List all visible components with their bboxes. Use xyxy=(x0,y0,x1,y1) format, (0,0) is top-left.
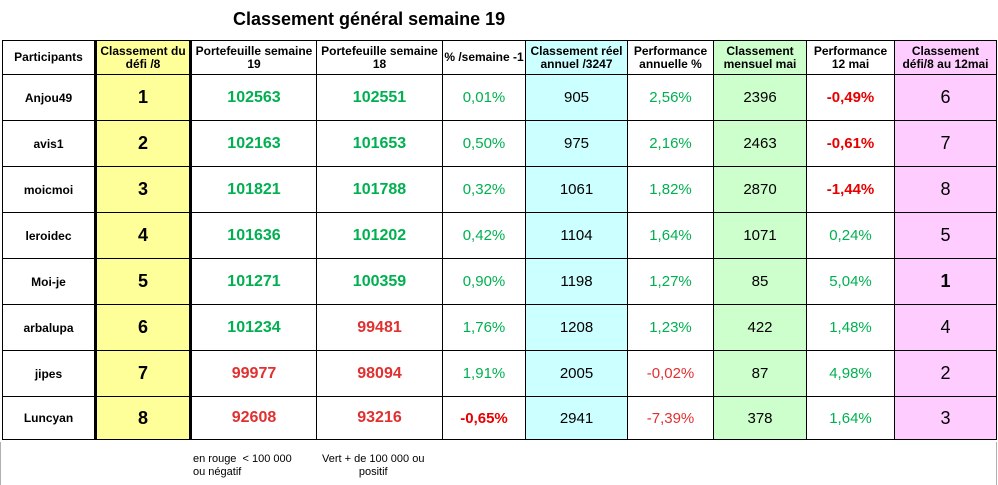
monthly-rank: 378 xyxy=(714,397,807,440)
challenge-rank: 1 xyxy=(96,75,191,121)
participant-name: avis1 xyxy=(3,121,96,167)
participant-name: Luncyan xyxy=(3,397,96,440)
legend-note-green-line2: positif xyxy=(358,466,388,478)
pct-week: 0,50% xyxy=(443,121,526,167)
perf-12may: -0,61% xyxy=(807,121,895,167)
pct-week: 1,91% xyxy=(443,351,526,397)
header-portfolio-week18: Portefeuille semaine 18 xyxy=(317,41,443,75)
real-rank: 1198 xyxy=(526,259,628,305)
real-rank: 905 xyxy=(526,75,628,121)
challenge-rank: 4 xyxy=(96,213,191,259)
real-rank: 2941 xyxy=(526,397,628,440)
real-rank: 1208 xyxy=(526,305,628,351)
monthly-rank: 1071 xyxy=(714,213,807,259)
portfolio-week18: 101653 xyxy=(317,121,443,167)
legend-note-red-line2: ou négatif xyxy=(193,466,242,478)
challenge-rank: 7 xyxy=(96,351,191,397)
annual-perf: 2,56% xyxy=(628,75,714,121)
challenge-rank: 2 xyxy=(96,121,191,167)
participant-name: moicmoi xyxy=(3,167,96,213)
challenge-rank: 5 xyxy=(96,259,191,305)
perf-12may: -0,49% xyxy=(807,75,895,121)
legend-note-green xyxy=(322,453,424,479)
monthly-rank: 422 xyxy=(714,305,807,351)
rank-12may: 2 xyxy=(895,351,997,397)
table-row xyxy=(3,305,997,351)
portfolio-week18: 93216 xyxy=(317,397,443,440)
perf-12may: 1,48% xyxy=(807,305,895,351)
portfolio-week18: 101788 xyxy=(317,167,443,213)
header-rank-12may: Classement défi/8 au 12mai xyxy=(895,41,997,75)
portfolio-week19: 102563 xyxy=(191,75,317,121)
portfolio-week19: 101636 xyxy=(191,213,317,259)
monthly-rank: 2396 xyxy=(714,75,807,121)
real-rank: 975 xyxy=(526,121,628,167)
table-row xyxy=(3,121,997,167)
header-monthly-rank: Classement mensuel mai xyxy=(714,41,807,75)
perf-12may: 5,04% xyxy=(807,259,895,305)
table-row xyxy=(3,167,997,213)
monthly-rank: 2463 xyxy=(714,121,807,167)
header-participants: Participants xyxy=(3,41,96,75)
header-portfolio-week19: Portefeuille semaine 19 xyxy=(191,41,317,75)
portfolio-week18: 99481 xyxy=(317,305,443,351)
participant-name: arbalupa xyxy=(3,305,96,351)
real-rank: 2005 xyxy=(526,351,628,397)
legend-note-red xyxy=(193,453,292,479)
pct-week: 1,76% xyxy=(443,305,526,351)
table-row xyxy=(3,351,997,397)
annual-perf: 2,16% xyxy=(628,121,714,167)
header-annual-perf: Performance annuelle % xyxy=(628,41,714,75)
legend-note-green-line1: Vert + de 100 000 ou xyxy=(322,453,425,465)
perf-12may: 4,98% xyxy=(807,351,895,397)
portfolio-week19: 92608 xyxy=(191,397,317,440)
monthly-rank: 85 xyxy=(714,259,807,305)
table-row xyxy=(3,397,997,440)
portfolio-week18: 102551 xyxy=(317,75,443,121)
challenge-rank: 3 xyxy=(96,167,191,213)
participant-name: leroidec xyxy=(3,213,96,259)
table-row xyxy=(3,259,997,305)
rank-12may: 7 xyxy=(895,121,997,167)
header-pct-week: % /semaine -1 xyxy=(443,41,526,75)
perf-12may: 0,24% xyxy=(807,213,895,259)
real-rank: 1061 xyxy=(526,167,628,213)
challenge-rank: 8 xyxy=(96,397,191,440)
rank-12may: 5 xyxy=(895,213,997,259)
pct-week: 0,01% xyxy=(443,75,526,121)
monthly-rank: 87 xyxy=(714,351,807,397)
monthly-rank: 2870 xyxy=(714,167,807,213)
pct-week: 0,90% xyxy=(443,259,526,305)
pct-week: -0,65% xyxy=(443,397,526,440)
portfolio-week19: 101271 xyxy=(191,259,317,305)
rank-12may: 8 xyxy=(895,167,997,213)
table-row xyxy=(3,75,997,121)
header-rank: Classement du défi /8 xyxy=(96,41,191,75)
rank-12may: 1 xyxy=(895,259,997,305)
portfolio-week19: 101821 xyxy=(191,167,317,213)
annual-perf: 1,23% xyxy=(628,305,714,351)
sheet-title: Classement général semaine 19 xyxy=(233,9,506,29)
annual-perf: 1,27% xyxy=(628,259,714,305)
participant-name: Anjou49 xyxy=(3,75,96,121)
real-rank: 1104 xyxy=(526,213,628,259)
rank-12may: 4 xyxy=(895,305,997,351)
portfolio-week19: 99977 xyxy=(191,351,317,397)
table-row xyxy=(3,213,997,259)
annual-perf: -0,02% xyxy=(628,351,714,397)
pct-week: 0,42% xyxy=(443,213,526,259)
portfolio-week18: 100359 xyxy=(317,259,443,305)
annual-perf: 1,82% xyxy=(628,167,714,213)
portfolio-week19: 101234 xyxy=(191,305,317,351)
header-row xyxy=(3,41,997,75)
perf-12may: 1,64% xyxy=(807,397,895,440)
pct-week: 0,32% xyxy=(443,167,526,213)
header-perf-12may: Performance 12 mai xyxy=(807,41,895,75)
legend-note-red-line1: en rouge < 100 000 xyxy=(193,453,292,465)
rank-12may: 6 xyxy=(895,75,997,121)
ranking-table xyxy=(2,40,997,440)
annual-perf: -7,39% xyxy=(628,397,714,440)
participant-name: jipes xyxy=(3,351,96,397)
challenge-rank: 6 xyxy=(96,305,191,351)
header-real-rank: Classement réel annuel /3247 xyxy=(526,41,628,75)
left-border-line xyxy=(0,442,1,485)
portfolio-week19: 102163 xyxy=(191,121,317,167)
perf-12may: -1,44% xyxy=(807,167,895,213)
participant-name: Moi-je xyxy=(3,259,96,305)
portfolio-week18: 98094 xyxy=(317,351,443,397)
right-border-line xyxy=(996,442,997,485)
rank-12may: 3 xyxy=(895,397,997,440)
annual-perf: 1,64% xyxy=(628,213,714,259)
portfolio-week18: 101202 xyxy=(317,213,443,259)
